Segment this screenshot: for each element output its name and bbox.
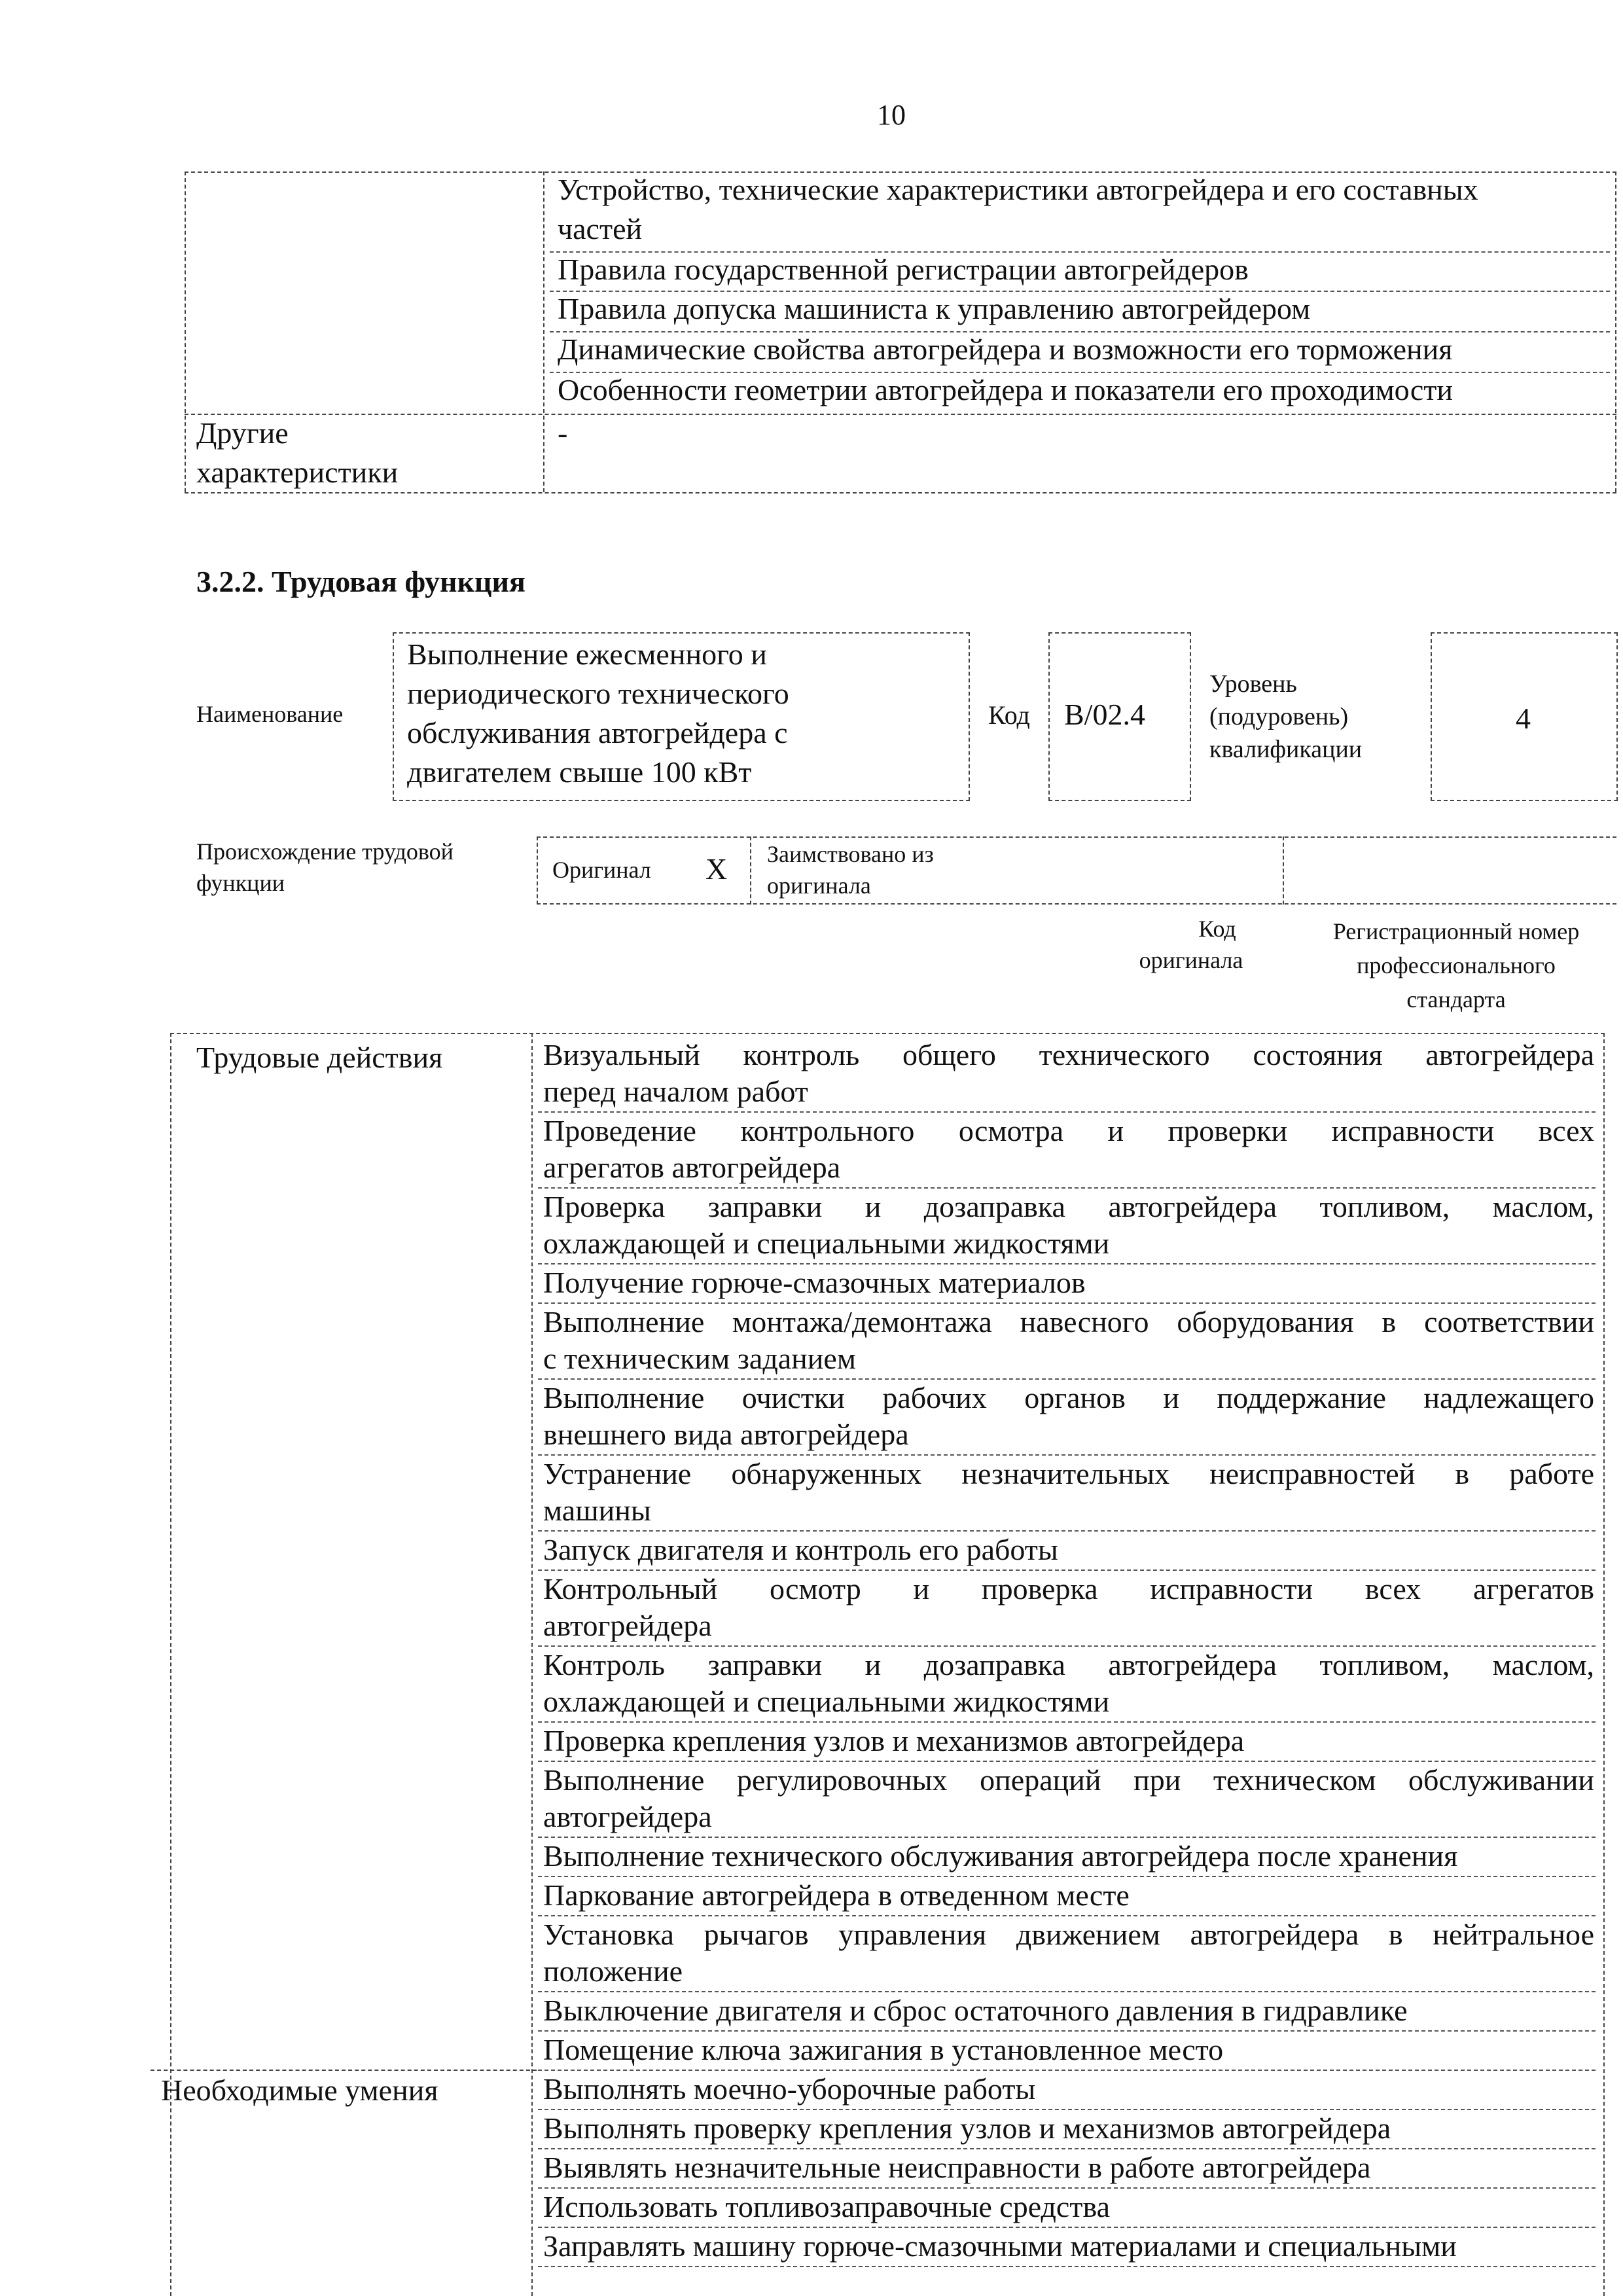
action-item bbox=[543, 1304, 1594, 1377]
level-label: Уровень bbox=[1209, 670, 1297, 698]
action-item-line: Контрольный осмотр и проверка исправности всех агрегатов bbox=[543, 1572, 1594, 1605]
action-item bbox=[543, 1647, 1594, 1720]
knowledge-item: Правила допуска машиниста к управлению автогрейдером bbox=[558, 292, 1311, 325]
action-item-line: автогрейдера bbox=[543, 1609, 712, 1642]
action-item-line: охлаждающей и специальными жидкостями bbox=[543, 1227, 1110, 1260]
action-item bbox=[543, 1380, 1594, 1453]
action-item bbox=[543, 2032, 1594, 2068]
skill-item bbox=[543, 2189, 1594, 2225]
original-mark: X bbox=[705, 852, 728, 886]
other-characteristics-value: - bbox=[558, 416, 568, 450]
code-original-caption: оригинала bbox=[1139, 947, 1243, 973]
level-value: 4 bbox=[1516, 702, 1531, 735]
skill-item bbox=[543, 2228, 1594, 2265]
action-item-line: Устранение обнаруженных незначительных неисправностей в работе bbox=[543, 1457, 1594, 1490]
action-item-line: Установка рычагов управления движением автогрейдера в нейтральное bbox=[543, 1918, 1594, 1951]
action-item bbox=[543, 1992, 1594, 2029]
origin-label: функции bbox=[196, 870, 285, 896]
action-item-line: Проверка крепления узлов и механизмов автогрейдера bbox=[543, 1724, 1245, 1757]
action-item bbox=[543, 1189, 1594, 1262]
action-item-line: Выключение двигателя и сброс остаточного давления в гидравлике bbox=[543, 1994, 1408, 2027]
action-item-line: Выполнение регулировочных операций при техническом обслуживании bbox=[543, 1763, 1594, 1797]
level-label: квалификации bbox=[1209, 736, 1363, 763]
skill-item-line: Выполнять моечно-уборочные работы bbox=[543, 2072, 1036, 2106]
action-item-line: автогрейдера bbox=[543, 1800, 712, 1833]
action-item-line: машины bbox=[543, 1494, 651, 1527]
name-value-line: Выполнение ежесменного и bbox=[407, 637, 767, 671]
skill-item-line: Заправлять машину горюче-смазочными материалами и специальными bbox=[543, 2229, 1457, 2263]
code-value: B/02.4 bbox=[1064, 698, 1145, 731]
knowledge-item-cont: частей bbox=[558, 212, 643, 245]
page-number: 10 bbox=[877, 99, 906, 131]
row-divider bbox=[538, 2266, 1596, 2267]
action-item-line: Контроль заправки и дозаправка автогрейдера топливом, маслом, bbox=[543, 1648, 1594, 1681]
name-value-line: обслуживания автогрейдера с bbox=[407, 716, 788, 749]
action-item bbox=[543, 1723, 1594, 1759]
action-item-line: Проведение контрольного осмотра и проверки исправности всех bbox=[543, 1114, 1594, 1147]
action-item-line: Визуальный контроль общего технического состояния автогрейдера bbox=[543, 1038, 1594, 1071]
code-original-caption: Код bbox=[1198, 916, 1236, 942]
action-item-line: Запуск двигателя и контроль его работы bbox=[543, 1533, 1058, 1566]
action-item bbox=[543, 1762, 1594, 1835]
action-item bbox=[543, 1571, 1594, 1644]
action-item bbox=[543, 1532, 1594, 1568]
action-item bbox=[543, 1037, 1594, 1110]
borrowed-label: оригинала bbox=[767, 872, 871, 899]
section-divider bbox=[151, 2070, 537, 2071]
action-item bbox=[543, 1877, 1594, 1914]
name-value-line: периодического технического bbox=[407, 677, 789, 710]
origin-frame bbox=[537, 836, 1616, 905]
origin-label: Происхождение трудовой bbox=[196, 838, 454, 865]
action-item bbox=[543, 1916, 1594, 1990]
section-heading: 3.2.2. Трудовая функция bbox=[196, 565, 526, 598]
action-item-line: агрегатов автогрейдера bbox=[543, 1151, 841, 1184]
action-item bbox=[543, 1456, 1594, 1529]
reg-number-caption: стандарта bbox=[1406, 986, 1506, 1013]
name-label: Наименование bbox=[196, 701, 344, 727]
action-item-line: Проверка заправки и дозаправка автогрейдера топливом, маслом, bbox=[543, 1190, 1594, 1223]
action-item-line: Выполнение монтажа/демонтажа навесного оборудования в соответствии bbox=[543, 1305, 1594, 1338]
action-item bbox=[543, 1265, 1594, 1301]
knowledge-item: Особенности геометрии автогрейдера и показатели его проходимости bbox=[558, 373, 1453, 406]
other-characteristics-label: Другие bbox=[196, 416, 289, 450]
skill-item bbox=[543, 2110, 1594, 2147]
reg-number-caption: Регистрационный номер bbox=[1332, 918, 1580, 944]
action-item-line: с техническим заданием bbox=[543, 1342, 856, 1375]
action-item-line: Выполнение очистки рабочих органов и поддержание надлежащего bbox=[543, 1381, 1594, 1414]
knowledge-item: Правила государственной регистрации автогрейдеров bbox=[558, 253, 1249, 286]
skills-label: Необходимые умения bbox=[161, 2073, 438, 2107]
level-label: (подуровень) bbox=[1209, 703, 1349, 730]
action-item-line: перед началом работ bbox=[543, 1075, 808, 1108]
name-value-line: двигателем свыше 100 кВт bbox=[407, 755, 752, 789]
original-label: Оригинал bbox=[552, 857, 651, 883]
reg-number-caption: профессионального bbox=[1357, 952, 1556, 978]
knowledge-item: Устройство, технические характеристики автогрейдера и его составных bbox=[558, 173, 1478, 206]
action-item bbox=[543, 1113, 1594, 1186]
code-label: Код bbox=[988, 700, 1030, 730]
action-item-line: Выполнение технического обслуживания автогрейдера после хранения bbox=[543, 1839, 1458, 1873]
action-item-line: Паркование автогрейдера в отведенном месте bbox=[543, 1878, 1130, 1912]
actions-label: Трудовые действия bbox=[196, 1041, 443, 1074]
action-item-line: Получение горюче-смазочных материалов bbox=[543, 1266, 1086, 1299]
skill-item-line: Выполнять проверку крепления узлов и механизмов автогрейдера bbox=[543, 2111, 1391, 2145]
knowledge-item: Динамические свойства автогрейдера и возможности его торможения bbox=[558, 332, 1453, 366]
skill-item bbox=[543, 2149, 1594, 2186]
other-characteristics-label-cont: характеристики bbox=[196, 456, 399, 489]
action-item-line: охлаждающей и специальными жидкостями bbox=[543, 1685, 1110, 1718]
action-item-line: положение bbox=[543, 1954, 683, 1988]
skill-item-line: Использовать топливозаправочные средства bbox=[543, 2190, 1110, 2223]
action-item-line: Помещение ключа зажигания в установленное место bbox=[543, 2033, 1224, 2066]
borrowed-label: Заимствовано из bbox=[767, 841, 934, 867]
skill-item-line: Выявлять незначительные неисправности в работе автогрейдера bbox=[543, 2151, 1371, 2184]
skill-item bbox=[543, 2071, 1594, 2108]
action-item bbox=[543, 1838, 1594, 1874]
action-item-line: внешнего вида автогрейдера bbox=[543, 1418, 909, 1451]
